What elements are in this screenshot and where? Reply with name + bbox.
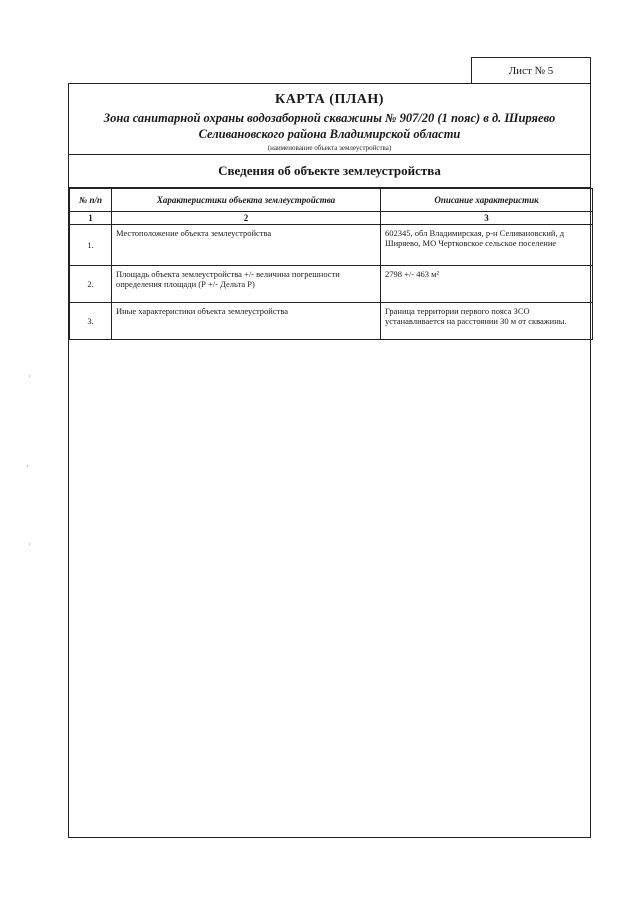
table-row (70, 225, 593, 266)
row-description: Граница территории первого пояса ЗСО устанавливается на расстоянии 30 м от скважины. (381, 303, 593, 340)
document-title: КАРТА (ПЛАН) (275, 92, 384, 107)
row-characteristic: Местоположение объекта землеустройства (112, 225, 381, 266)
section-title: Сведения об объекте землеустройства (69, 154, 590, 188)
title-block (69, 84, 590, 155)
column-number-row (70, 212, 593, 225)
row-characteristic: Иные характеристики объекта землеустройства (112, 303, 381, 340)
scan-mark: · (28, 540, 31, 549)
row-characteristic: Площадь объекта землеустройства +/- величина погрешности определения площади (Р +/- Дельта Р) (112, 266, 381, 303)
header-number: № п/п (70, 189, 112, 212)
column-number: 2 (112, 212, 381, 225)
document-subtitle: Зона санитарной охраны водозаборной скважины № 907/20 (1 пояс) в д. Ширяево Селивановского района Владимирской области (103, 111, 556, 141)
row-description: 2798 +/- 463 м² (381, 266, 593, 303)
column-number: 1 (70, 212, 112, 225)
table-header-row (70, 189, 593, 212)
row-number: 3. (70, 303, 112, 340)
table-row (70, 303, 593, 340)
scan-mark: · (26, 462, 29, 471)
row-number: 1. (70, 225, 112, 266)
scan-mark: · (28, 372, 31, 381)
document-frame (68, 83, 591, 838)
table-row (70, 266, 593, 303)
object-name-caption: (наименование объекта землеустройства) (267, 144, 392, 152)
header-characteristic: Характеристики объекта землеустройства (112, 189, 381, 212)
row-number: 2. (70, 266, 112, 303)
header-description: Описание характеристик (381, 189, 593, 212)
sheet-number: Лист № 5 (471, 57, 591, 84)
row-description: 602345, обл Владимирская, р-н Селивановский, д Ширяево, МО Чертковское сельское поселение (381, 225, 593, 266)
characteristics-table (69, 188, 593, 340)
column-number: 3 (381, 212, 593, 225)
